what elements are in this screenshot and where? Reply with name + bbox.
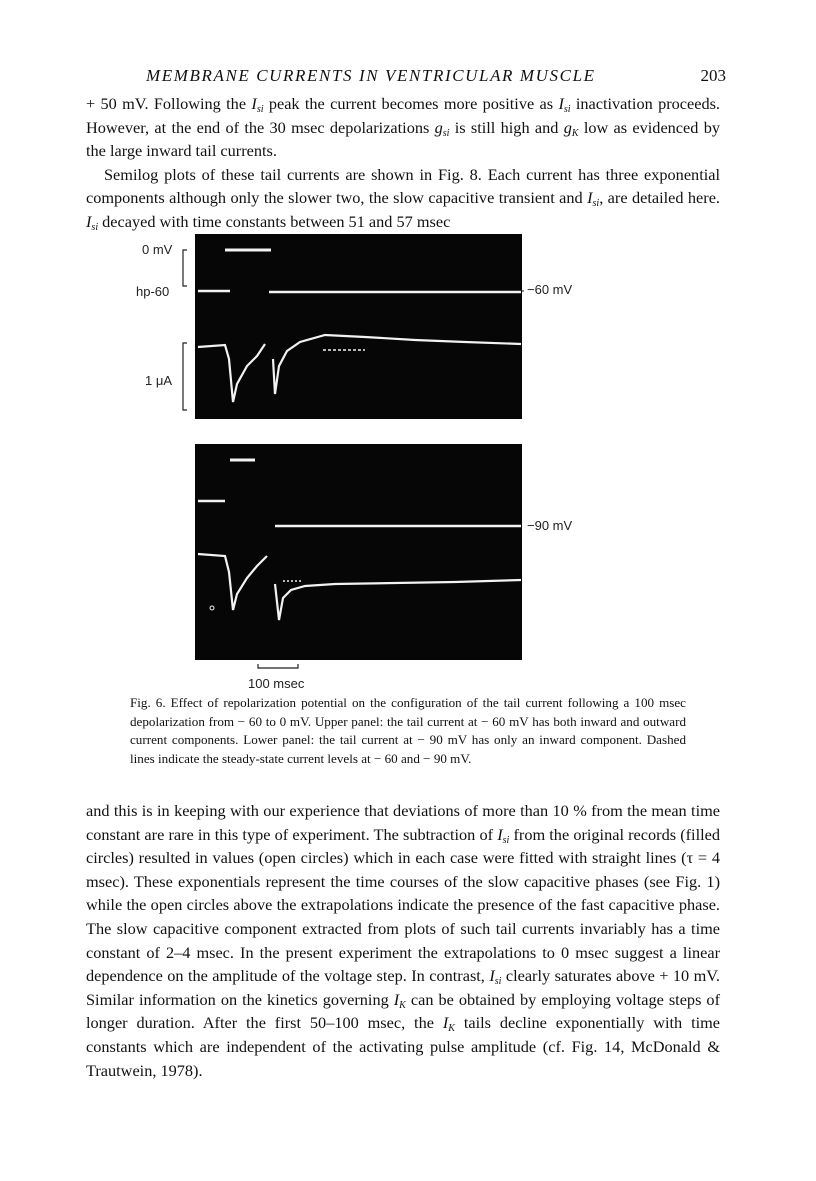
- current-trace-depolarization: [198, 554, 267, 610]
- figure-caption: [130, 694, 686, 768]
- voltage-scale-bracket: [183, 250, 187, 286]
- body-text-top: [86, 92, 720, 234]
- running-title: MEMBRANE CURRENTS IN VENTRICULAR MUSCLE: [146, 66, 596, 85]
- lower-panel-traces: [195, 444, 522, 660]
- current-scale-bracket: [183, 343, 187, 410]
- current-trace-tail: [275, 580, 521, 620]
- label-current-scale: 1 μA: [145, 373, 173, 388]
- paragraph: + 50 mV. Following the $I_{si}$ peak the current becomes more positive as $I_{si}$ inactivation proceeds. However, at the end of the 30 msec depolarizations $g_{si}$ is still high and $g_K$ low as evidenced by the large inward tail currents.: [86, 94, 720, 161]
- label-0mv: 0 mV: [142, 242, 173, 257]
- figure-6: [130, 230, 690, 690]
- paragraph: and this is in keeping with our experience that deviations of more than 10 % from the mean time constant are rare in this type of experiment. The subtraction of $I_{si}$ from the original records (filled circles) resulted in values (open circles) which in each case were fitted with straight lines (τ = 4 msec). These exponentials represent the time courses of the slow capacitive phases (see Fig. 1) while the open circles above the extrapolations indicate the presence of the fast capacitive phase. The slow capacitive component extracted from plots of such tail currents invariably has a time constant of 2–4 msec. In the present experiment the extrapolations to 0 msec suggest a linear dependence on the amplitude of the voltage step. In contrast, $I_{si}$ clearly saturates above + 10 mV. Similar information on the kinetics governing $I_K$ can be obtained by employing voltage steps of longer duration. After the first 50–100 msec, the $I_K$ tails decline exponentially with time constants which are independent of the activating pulse amplitude (cf. Fig. 14, McDonald & Trautwein, 1978).: [86, 801, 721, 1080]
- lower-panel: [195, 444, 522, 660]
- label-holding-potential: hp-60: [136, 284, 170, 299]
- upper-panel-traces: [195, 234, 522, 419]
- paragraph: Semilog plots of these tail currents are shown in Fig. 8. Each current has three exponential components although only the slower two, the slow capacitive transient and $I_{si}$, are detailed here. $I_{si}$ decayed with time constants between 51 and 57 msec: [86, 164, 720, 233]
- label-upper-steady-state: −60 mV: [527, 282, 573, 297]
- body-text-bottom: [86, 799, 720, 1082]
- current-trace-depolarization: [198, 344, 265, 402]
- label-lower-steady-state: −90 mV: [527, 518, 573, 533]
- caption-text: Fig. 6. Effect of repolarization potential on the configuration of the tail current following a 100 msec depolarization from − 60 to 0 mV. Upper panel: the tail current at − 60 mV has both inward and outward current components. Lower panel: the tail current at − 90 mV has only an inward component. Dashed lines indicate the steady-state current levels at − 60 and − 90 mV.: [130, 695, 686, 766]
- upper-panel: [195, 234, 522, 419]
- time-scale-bar: [258, 664, 298, 668]
- current-trace-tail: [273, 335, 521, 394]
- page-number: 203: [700, 66, 726, 85]
- marker-circle: [210, 606, 214, 610]
- page-header: [86, 66, 726, 90]
- label-time-scale: 100 msec: [248, 676, 305, 691]
